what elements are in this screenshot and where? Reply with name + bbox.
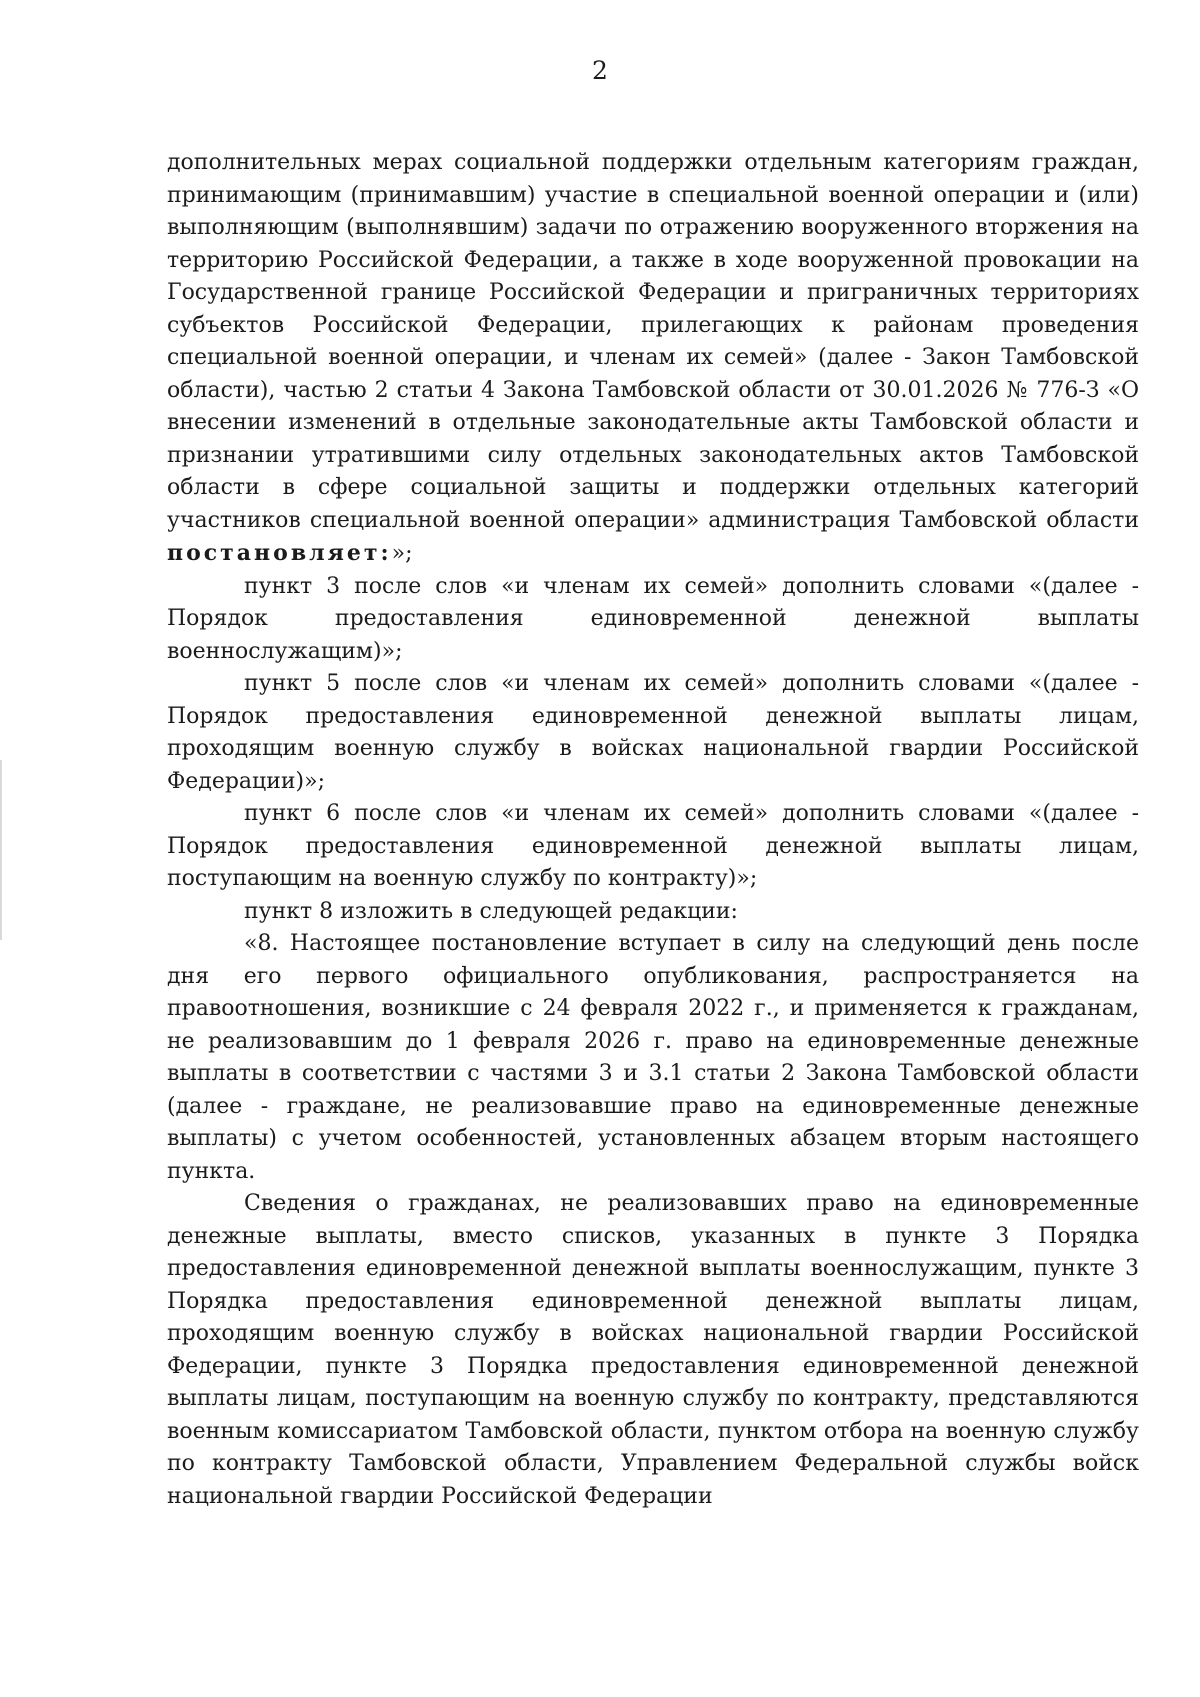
- document-body: [167, 147, 1139, 1513]
- paragraph-item-5: пункт 5 после слов «и членам их семей» дополнить словами «(далее - Порядок предоставления единовременной денежной выплаты лицам, проходящим военную службу в войсках национальной гвардии Российской Федерации)»;: [167, 671, 1139, 794]
- paragraph-preamble: [167, 147, 1139, 571]
- scan-edge-mark: [0, 760, 2, 940]
- paragraph-item-8-intro: пункт 8 изложить в следующей редакции:: [244, 898, 738, 924]
- postanovlyaet-word: постановляет:: [167, 540, 392, 566]
- paragraph-preamble-text: дополнительных мерах социальной поддержки отдельным категориям граждан, принимающим (принимавшим) участие в специальной военной операции и (или) выполняющим (выполнявшим) задачи по отражению вооруженного вторжения на территорию Российской Федерации, а также в ходе вооруженной провокации на Государственной границе Российской Федерации и приграничных территориях субъектов Российской Федерации, прилегающих к районам проведения специальной военной операции, и членам их семей» (далее - Закон Тамбовской области), частью 2 статьи 4 Закона Тамбовской области от 30.01.2026 № 776-З «О внесении изменений в отдельные законодательные акты Тамбовской области и признании утратившими силу отдельных законодательных актов Тамбовской области в сфере социальной защиты и поддержки отдельных категорий участников специальной военной операции» администрация Тамбовской области: [167, 150, 1139, 533]
- paragraph-item-8-text: «8. Настоящее постановление вступает в силу на следующий день после дня его первого официального опубликования, распространяется на правоотношения, возникшие с 24 февраля 2022 г., и применяется к гражданам, не реализовавшим до 1 февраля 2026 г. право на единовременные денежные выплаты в соответствии с частями 3 и 3.1 статьи 2 Закона Тамбовской области (далее - граждане, не реализовавшие право на единовременные денежные выплаты) с учетом особенностей, установленных абзацем вторым настоящего пункта.: [167, 931, 1139, 1184]
- paragraph-preamble-tail: »;: [391, 541, 413, 566]
- paragraph-item-3: пункт 3 после слов «и членам их семей» дополнить словами «(далее - Порядок предоставления единовременной денежной выплаты военнослужащим)»;: [167, 573, 1139, 664]
- paragraph-item-6: пункт 6 после слов «и членам их семей» дополнить словами «(далее - Порядок предоставления единовременной денежной выплаты лицам, поступающим на военную службу по контракту)»;: [167, 801, 1139, 891]
- page-number: 2: [592, 56, 608, 85]
- paragraph-item-8-second: Сведения о гражданах, не реализовавших право на единовременные денежные выплаты, вместо списков, указанных в пункте 3 Порядка предоставления единовременной денежной выплаты военнослужащим, пункте 3 Порядка предоставления единовременной денежной выплаты лицам, проходящим военную службу в войсках национальной гвардии Российской Федерации, пункте 3 Порядка предоставления единовременной денежной выплаты лицам, поступающим на военную службу по контракту, представляются военным комиссариатом Тамбовской области, пунктом отбора на военную службу по контракту Тамбовской области, Управлением Федеральной службы войск национальной гвардии Российской Федерации: [167, 1191, 1139, 1509]
